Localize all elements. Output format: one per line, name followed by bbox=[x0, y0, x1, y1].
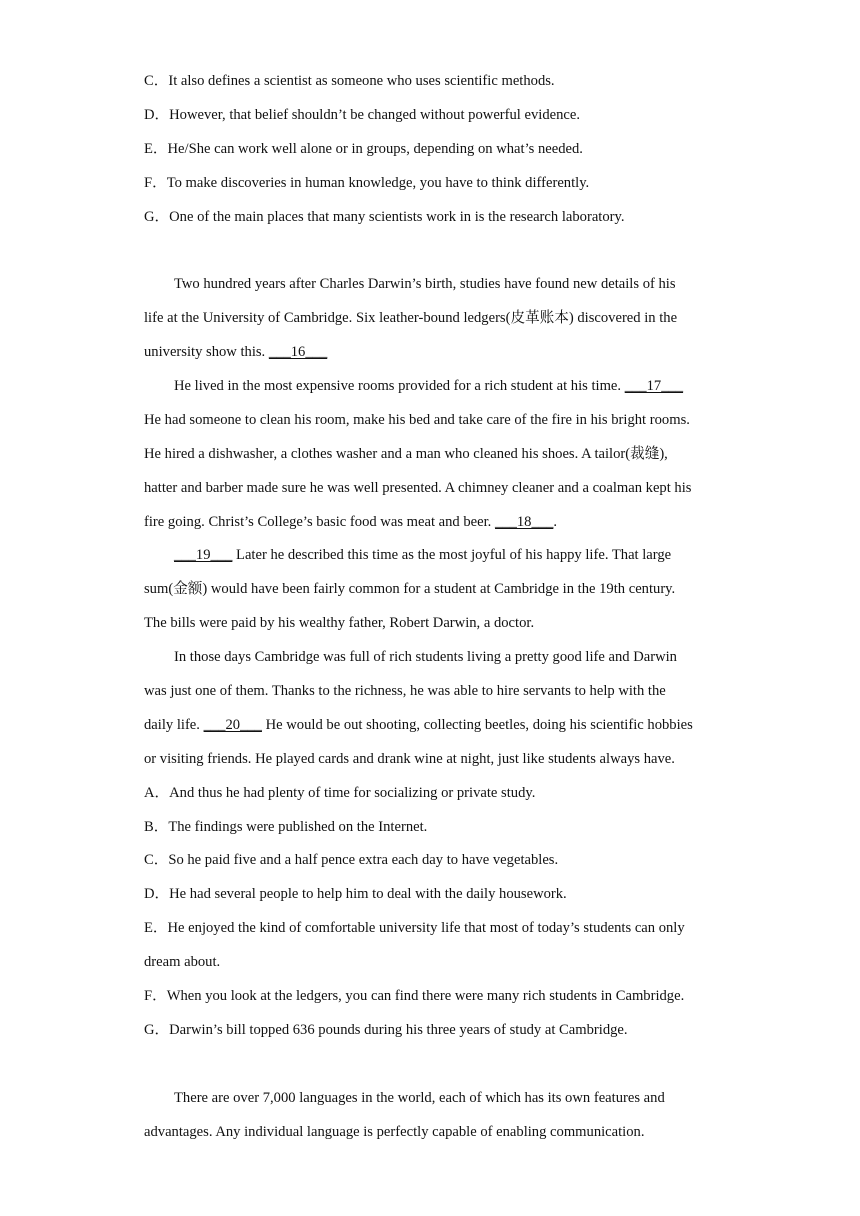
passage-line: ___19___ Later he described this time as the most joyful of his happy life. That large bbox=[174, 547, 672, 564]
option-f: F．When you look at the ledgers, you can find there were many rich students in Cambridge. bbox=[144, 988, 685, 1005]
blank-16: ___16___ bbox=[268, 344, 328, 361]
passage-line: The bills were paid by his wealthy father, Robert Darwin, a doctor. bbox=[144, 615, 535, 632]
passage-line: There are over 7,000 languages in the world, each of which has its own features and bbox=[174, 1089, 665, 1106]
passage-line: life at the University of Cambridge. Six leather-bound ledgers(皮革账本) discovered in the bbox=[144, 310, 678, 327]
section-gap bbox=[144, 234, 724, 268]
option-c: C．It also defines a scientist as someone who uses scientific methods. bbox=[144, 73, 555, 89]
blank-17: ___17___ bbox=[624, 378, 684, 395]
option-c: C．So he paid five and a half pence extra each day to have vegetables. bbox=[144, 852, 559, 869]
blank-18: ___18___ bbox=[494, 513, 554, 530]
passage-line: He lived in the most expensive rooms provided for a rich student at his time. ___17___ bbox=[174, 378, 684, 395]
document-page bbox=[144, 65, 724, 1150]
section-gap bbox=[144, 1048, 724, 1082]
passage-line: advantages. Any individual language is perfectly capable of enabling communication. bbox=[144, 1123, 645, 1140]
option-e: E．He enjoyed the kind of comfortable university life that most of today’s students can only bbox=[144, 920, 685, 937]
passage-line: or visiting friends. He played cards and drank wine at night, just like students always have. bbox=[144, 750, 675, 767]
passage-line: hatter and barber made sure he was well presented. A chimney cleaner and a coalman kept his bbox=[144, 479, 692, 496]
blank-19: ___19___ bbox=[174, 547, 233, 564]
option-e-continued: dream about. bbox=[144, 954, 221, 971]
passage-line: sum(金额) would have been fairly common for a student at Cambridge in the 19th century. bbox=[144, 581, 676, 598]
passage-line: In those days Cambridge was full of rich students living a pretty good life and Darwin bbox=[174, 649, 677, 666]
passage-line: university show this. ___16___ bbox=[144, 344, 328, 361]
passage-line: fire going. Christ’s College’s basic food was meat and beer. ___18___. bbox=[144, 513, 558, 530]
passage-line: was just one of them. Thanks to the richness, he was able to hire servants to help with the bbox=[144, 683, 666, 700]
passage-line: He had someone to clean his room, make his bed and take care of the fire in his bright rooms. bbox=[144, 411, 690, 428]
passage-line: Two hundred years after Charles Darwin’s birth, studies have found new details of his bbox=[174, 276, 676, 293]
option-d: D．He had several people to help him to deal with the daily housework. bbox=[144, 886, 567, 903]
option-e: E．He/She can work well alone or in groups, depending on what’s needed. bbox=[144, 140, 583, 157]
option-d: D．However, that belief shouldn’t be changed without powerful evidence. bbox=[144, 106, 581, 123]
passage-line: He hired a dishwasher, a clothes washer and a man who cleaned his shoes. A tailor(裁缝), bbox=[144, 445, 668, 462]
passage-line: daily life. ___20___ He would be out shooting, collecting beetles, doing his scientific hobbies bbox=[144, 716, 693, 733]
option-a: A．And thus he had plenty of time for socializing or private study. bbox=[144, 784, 536, 801]
option-g: G．Darwin’s bill topped 636 pounds during his three years of study at Cambridge. bbox=[144, 1021, 628, 1038]
option-g: G．One of the main places that many scientists work in is the research laboratory. bbox=[144, 208, 625, 225]
blank-20: ___20___ bbox=[203, 716, 262, 733]
option-b: B．The findings were published on the Internet. bbox=[144, 818, 428, 835]
option-f: F．To make discoveries in human knowledge, you have to think differently. bbox=[144, 174, 590, 191]
